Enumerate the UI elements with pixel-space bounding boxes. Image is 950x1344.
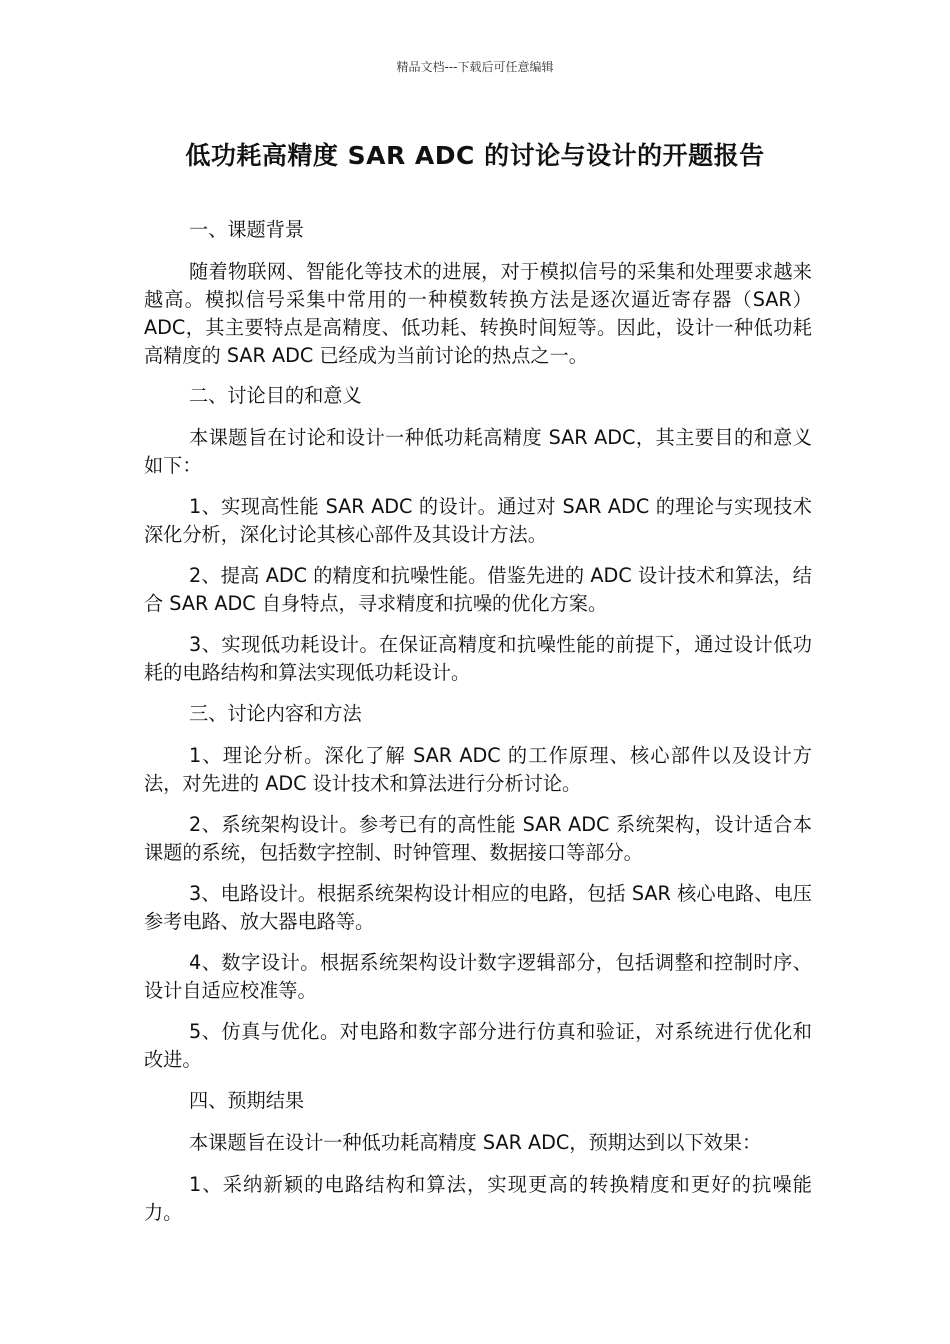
paragraph-purpose-intro: 本课题旨在讨论和设计一种低功耗高精度 SAR ADC，其主要目的和意义如下： bbox=[144, 426, 812, 477]
list-item-content-3: 3、电路设计。根据系统架构设计相应的电路，包括 SAR 核心电路、电压参考电路、放大器电路等。 bbox=[144, 882, 812, 933]
paragraph-background: 随着物联网、智能化等技术的进展，对于模拟信号的采集和处理要求越来越高。模拟信号采集中常用的一种模数转换方法是逐次逼近寄存器（SAR）ADC，其主要特点是高精度、低功耗、转换时间短等。因此，设计一种低功耗高精度的 SAR ADC 已经成为当前讨论的热点之一。 bbox=[144, 260, 812, 367]
section-heading-content: 三、讨论内容和方法 bbox=[189, 702, 362, 725]
list-item-content-4: 4、数字设计。根据系统架构设计数字逻辑部分，包括调整和控制时序、设计自适应校准等。 bbox=[144, 951, 812, 1002]
page-header-note: 精品文档---下载后可任意编辑 bbox=[396, 60, 554, 74]
section-heading-background: 一、课题背景 bbox=[189, 218, 305, 241]
paragraph-results-intro: 本课题旨在设计一种低功耗高精度 SAR ADC，预期达到以下效果： bbox=[189, 1131, 762, 1154]
list-item-content-5: 5、仿真与优化。对电路和数字部分进行仿真和验证，对系统进行优化和改进。 bbox=[144, 1020, 812, 1071]
list-item-purpose-3: 3、实现低功耗设计。在保证高精度和抗噪性能的前提下，通过设计低功耗的电路结构和算法实现低功耗设计。 bbox=[144, 633, 812, 684]
list-item-content-1: 1、理论分析。深化了解 SAR ADC 的工作原理、核心部件以及设计方法，对先进的 ADC 设计技术和算法进行分析讨论。 bbox=[144, 744, 812, 795]
document-title: 低功耗高精度 SAR ADC 的讨论与设计的开题报告 bbox=[185, 141, 765, 170]
section-heading-results: 四、预期结果 bbox=[189, 1089, 305, 1112]
list-item-results-1: 1、采纳新颖的电路结构和算法，实现更高的转换精度和更好的抗噪能力。 bbox=[144, 1173, 812, 1224]
section-heading-purpose: 二、讨论目的和意义 bbox=[189, 384, 362, 407]
list-item-purpose-2: 2、提高 ADC 的精度和抗噪性能。借鉴先进的 ADC 设计技术和算法，结合 SAR ADC 自身特点，寻求精度和抗噪的优化方案。 bbox=[144, 564, 812, 615]
list-item-purpose-1: 1、实现高性能 SAR ADC 的设计。通过对 SAR ADC 的理论与实现技术深化分析，深化讨论其核心部件及其设计方法。 bbox=[144, 495, 812, 546]
list-item-content-2: 2、系统架构设计。参考已有的高性能 SAR ADC 系统架构，设计适合本课题的系统，包括数字控制、时钟管理、数据接口等部分。 bbox=[144, 813, 812, 864]
